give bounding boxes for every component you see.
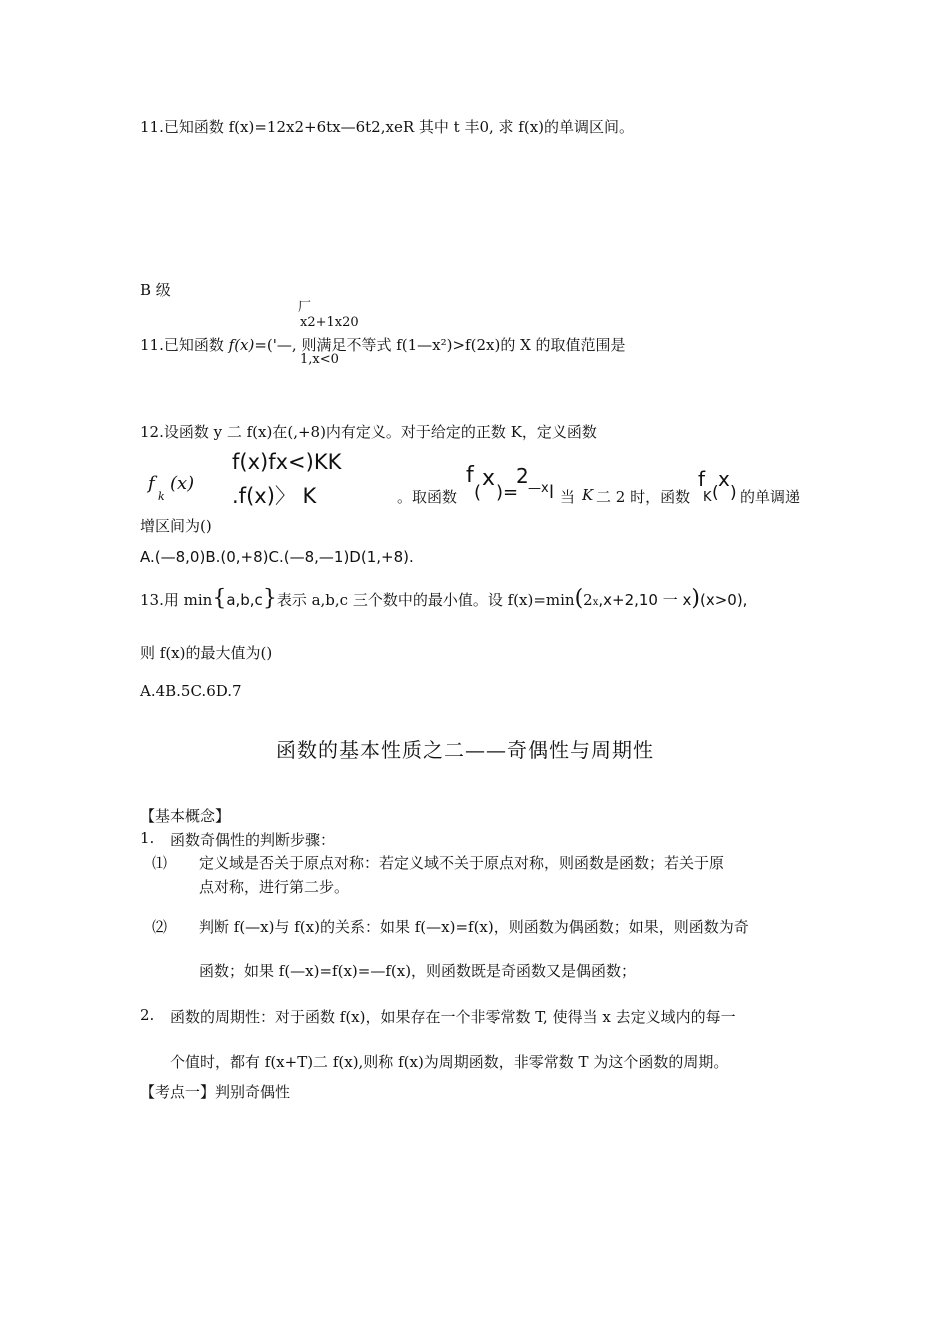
q13-abc: a,b,c <box>226 591 263 609</box>
q13-right-brace: } <box>262 586 277 611</box>
piecewise-brace-mark: 厂 <box>298 300 312 315</box>
fK-close-paren: ) <box>730 483 737 503</box>
level-b-heading: B 级 <box>140 281 171 299</box>
fk-f: f <box>148 473 155 494</box>
fK-subscript: K <box>703 490 712 505</box>
q12-tail: 的单调递 <box>740 488 801 506</box>
k-eq-2-text: 二 2 时，函数 <box>596 488 691 506</box>
piecewise-case-1: x2+1x20 <box>300 315 359 330</box>
q12-line1: 12.设函数 y 二 f(x)在(,+8)内有定义。对于给定的正数 K，定义函数 <box>140 423 597 441</box>
fk-x: (x) <box>170 473 195 494</box>
K-var: K <box>582 486 594 504</box>
q12-options: A.(—8,0)B.(0,+8)C.(—8,—1)D(1,+8). <box>140 548 414 566</box>
q11a-text: 11.已知函数 f(x)=12x2+6tx—6t2,xeR 其中 t 丰0, 求 f(x)的单调区间。 <box>140 118 635 136</box>
item2-line2: 个值时，都有 f(x+T)二 f(x),则称 f(x)为周期函数，非零常数 T 为这个函数的周期。 <box>170 1053 729 1071</box>
q11b-rest: 则满足不等式 f(1—x²)>f(2x)的 X 的取值范围是 <box>301 336 626 354</box>
fx-open-paren: ( <box>474 482 482 503</box>
item1-text: 函数奇偶性的判断步骤： <box>170 831 336 849</box>
q11b-func: f(x) <box>228 336 255 354</box>
take-function-text: 。取函数 <box>397 488 458 506</box>
when-text: 当 <box>560 488 576 506</box>
item1-number: 1. <box>140 829 155 847</box>
q13-options: A.4B.5C.6D.7 <box>140 682 242 700</box>
item2-number: 2. <box>140 1006 155 1024</box>
q11b-line <box>140 334 626 355</box>
q13-two: 2 <box>583 591 593 609</box>
q13-prefix: 13.用 min <box>140 591 213 609</box>
fK-x: x <box>718 467 730 491</box>
fx-x: x <box>482 466 496 491</box>
q13-domain: (x>0), <box>699 591 748 609</box>
fk-subscript: k <box>158 490 165 503</box>
fK-f: f <box>698 467 706 491</box>
q13-middle: 表示 a,b,c 三个数中的最小值。设 f(x)=min <box>276 591 575 609</box>
step1-number: ⑴ <box>152 854 168 872</box>
basic-concepts-header: 【基本概念】 <box>140 807 231 825</box>
q13-right-paren: ) <box>691 586 700 611</box>
two-base: 2 <box>516 464 529 488</box>
step1-line2: 点对称，进行第二步。 <box>199 878 350 896</box>
q13-left-brace: { <box>212 586 227 611</box>
item2-line1: 函数的周期性：对于函数 f(x)，如果存在一个非零常数 T, 使得当 x 去定义域内的每一 <box>170 1008 736 1026</box>
abs-bar: l <box>549 482 555 503</box>
step2-line2: 函数；如果 f(—x)=f(x)=—f(x)，则函数既是奇函数又是偶函数； <box>199 962 637 980</box>
q12-line3: 增区间为() <box>140 517 212 535</box>
q13-exp-x: x <box>592 597 599 608</box>
q11b-prefix: 11.已知函数 <box>140 336 224 354</box>
minus-x-exponent: —x <box>528 481 549 496</box>
section-title: 函数的基本性质之二——奇偶性与周期性 <box>276 738 654 762</box>
q11b-eq: =('—, <box>254 336 297 354</box>
q13-line1 <box>140 586 747 611</box>
fx-f: f <box>466 463 474 488</box>
fx-close-eq: )= <box>496 482 519 503</box>
piecewise-case-2: 1,x<0 <box>300 352 339 367</box>
kaodian-heading: 【考点一】判别奇偶性 <box>140 1083 291 1101</box>
fk-case-2: .f(x)〉 K <box>232 484 317 508</box>
q13-left-paren: ( <box>574 586 584 611</box>
step2-line1: 判断 f(—x)与 f(x)的关系：如果 f(—x)=f(x)，则函数为偶函数；如果，则函数为奇 <box>199 918 749 936</box>
q13-line2: 则 f(x)的最大值为() <box>140 644 273 662</box>
q13-args: ,x+2,10 一 x <box>598 591 692 609</box>
fk-case-1: f(x)fx<)KK <box>232 450 342 474</box>
fK-open-paren: ( <box>712 483 719 503</box>
step1-line1: 定义域是否关于原点对称：若定义域不关于原点对称，则函数是函数；若关于原 <box>199 854 725 872</box>
step2-number: ⑵ <box>152 918 168 936</box>
